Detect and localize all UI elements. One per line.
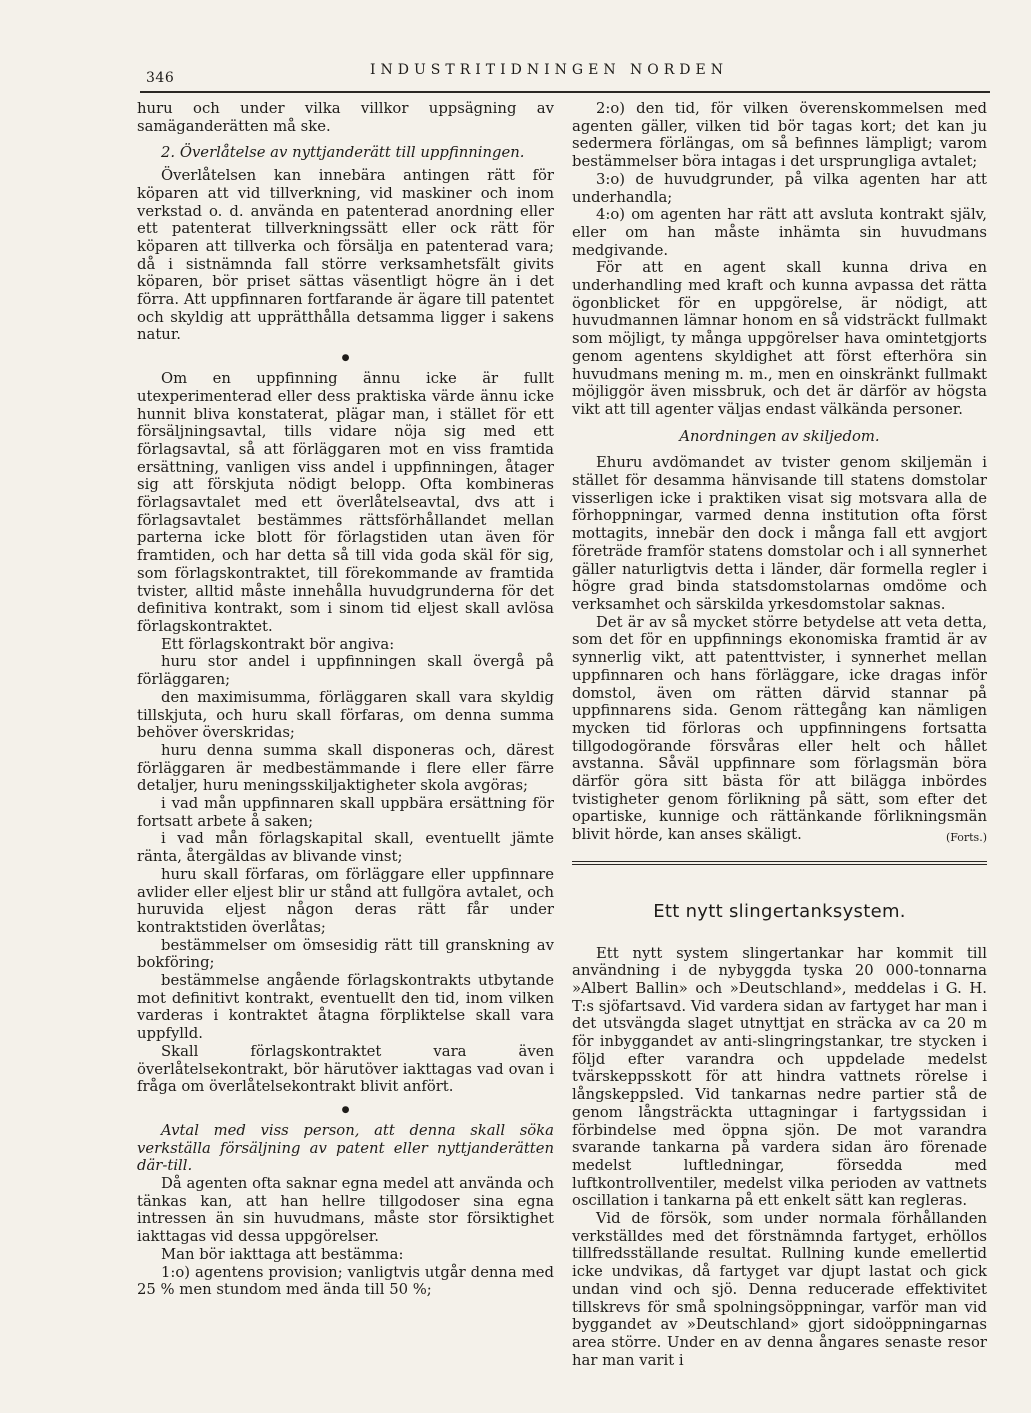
article-divider bbox=[572, 861, 987, 865]
list-item: huru stor andel i uppfinningen skall övergå på förläggaren; bbox=[137, 653, 554, 689]
running-title: INDUSTRITIDNINGEN NORDEN bbox=[370, 62, 728, 78]
paragraph: Ett nytt system slingertankar har kommit till användning i de nybyggda tyska 20 000-tonnarna »Albert Ballin» och »Deutschland», meddelas i G. H. T:s sjöfartsavd. Vid vardera sidan av fartyget har man i det utsvängda slaget utnyttjat en sträcka av ca 20 m för inbyggandet av anti-slingringstankar, tre stycken i följd efter varandra och uppdelade medelst tvärskeppsskott för att hindra vattnets rörelse i långskeppsled. Vid tankarnas nedre partier stå de genom långsträckta uttagningar i fartygssidan i förbindelse med öppna sjön. De mot varandra svarande tankarna på vardera sidan äro förenade medelst luftledningar, försedda med luftkontrollventiler, medelst vilka perioden av vattnets oscillation i tankarna på ett enkelt sätt kan regleras. bbox=[572, 944, 987, 1210]
list-item: bestämmelser om ömsesidig rätt till granskning av bokföring; bbox=[137, 936, 554, 972]
section-heading: Avtal med viss person, att denna skall söka verkställa försäljning av patent eller nyttjanderätten där-till. bbox=[137, 1121, 554, 1175]
header-rule bbox=[140, 91, 990, 93]
section-heading: Anordningen av skiljedom. bbox=[679, 427, 880, 445]
paragraph: Skall förlagskontraktet vara även överlåtelsekontrakt, bör härutöver iakttagas vad ovan i fråga om överlåtelsekontrakt blivit anfört. bbox=[137, 1042, 554, 1096]
list-item: den maximisumma, förläggaren skall vara skyldig tillskjuta, och huru skall förfaras, om denna summa behöver överskridas; bbox=[137, 688, 554, 742]
paragraph bbox=[572, 614, 987, 844]
list-item: huru skall förfaras, om förläggare eller uppfinnare avlider eller eljest blir ur stånd att fullgöra avtalet, och huruvida eljest någon deras rätt får under kontraktstiden överlåtas; bbox=[137, 865, 554, 936]
paragraph: Ehuru avdömandet av tvister genom skiljemän i stället för desamma hänvisande till statens domstolar visserligen icke i praktiken visat sig motsvara alla de förhoppningar, varmed denna institution ofta först mottagits, innebär den dock i många fall ett avgjort företräde framför statens domstolar och i all synnerhet gäller naturligtvis detta i länder, där formella regler i högre grad binda statsdomstolarnas omdöme och verksamhet och särskilda yrkesdomstolar saknas. bbox=[572, 454, 987, 613]
list-item: 2:o) den tid, för vilken överenskommelsen med agenten gäller, vilken tid bör tagas kort; det kan ju sedermera förlängas, om så befinnes lämpligt; varom bestämmelser böra intagas i det ursprungliga avtalet; bbox=[572, 100, 987, 171]
paragraph: Överlåtelsen kan innebära antingen rätt för köparen att vid tillverkning, vid maskiner och inom verkstad o. d. använda en patenterad anordning eller ett patenterat tillverkningssätt eller ock rätt för köparen att tillverka och försälja en patenterad vara; då i sistnämnda fall större verksamhetsfält givits köparen, bör priset sättas väsentligt högre än i det förra. Att uppfinnaren fortfarande är ägare till patentet och skyldig att upprätthålla detsamma ligger i sakens natur. bbox=[137, 167, 554, 344]
continued-note: (Forts.) bbox=[945, 831, 987, 845]
paragraph-text: Det är av så mycket större betydelse att veta detta, som det för en uppfinnings ekonomiska framtid är av synnerlig vikt, att patenttvister, i synnerhet mellan uppfinnaren och hans förläggare, icke dragas inför domstol, även om rätten därvid stannar på uppfinnarens sida. Genom rättegång kan nämligen mycken tid förloras och uppfinningens fortsatta tillgodogörande försvåras eller helt och hållet avstanna. Såväl uppfinnare som förlagsmän böra därför göra sitt bästa för att bilägga inbördes tvistigheter genom förlikning på sätt, som efter det opartiske, kunnige och rättänkande förlikningsmän blivit hörde, kan anses skäligt. bbox=[572, 613, 987, 844]
list-item: 3:o) de huvudgrunder, på vilka agenten har att underhandla; bbox=[572, 170, 987, 206]
paragraph: För att en agent skall kunna driva en underhandling med kraft och kunna avpassa det rätta ögonblicket för en uppgörelse, är nödigt, att huvudmannen lämnar honom en så vidsträckt fullmakt som möjligt, ty många uppgörelser hava omintetgjorts genom agentens skyldighet att först efterhöra sin huvudmans mening m. m., men en oinskränkt fullmakt möjliggör även missbruk, och det är därför av högsta vikt att till agenter väljas endast välkända personer. bbox=[572, 259, 987, 418]
paragraph: Vid de försök, som under normala förhållanden verkställdes med det förstnämnda fartyget, erhöllos tillfredsställande resultat. Rullning kunde emellertid icke undvikas, då fartyget var djupt lastat och gick undan vind och sjö. Denna reducerade effektivitet tillskrevs för små spolningsöppningar, varför man vid byggandet av »Deutschland» gjort sidoöppningarnas area större. Under en av denna ångares senaste resor har man varit i bbox=[572, 1210, 987, 1369]
section-bullet: ● bbox=[341, 353, 350, 364]
paragraph: Om en uppfinning ännu icke är fullt utexperimenterad eller dess praktiska värde ännu icke hunnit bliva konstaterat, plägar man, i stället för ett försäljningsavtal, tills vidare nöja sig med ett förlagsavtal, så att förläggaren mot en viss framtida ersättning, vanligen viss andel i uppfinningen, åtager sig att förskjuta nödigt belopp. Ofta kombineras förlagsavtalet med ett överlåtelseavtal, dvs att i förlagsavtalet bestämmes rättsförhållandet mellan parterna icke blott för förlagstiden utan även för framtiden, och har detta så till vida goda skäl för sig, som förlagskontraktet, till förekommande av framtida tvister, alltid måste innehålla huvudgrunderna för det definitiva kontrakt, som i sinom tid eljest skall avlösa förlagskontraktet. bbox=[137, 370, 554, 635]
paragraph: Ett förlagskontrakt bör angiva: bbox=[161, 635, 395, 653]
list-item: bestämmelse angående förlagskontrakts utbytande mot definitivt kontrakt, eventuellt den tid, inom vilken varderas i kontraktet åtagna förpliktelse skall vara uppfylld. bbox=[137, 972, 554, 1043]
list-item: huru denna summa skall disponeras och, därest förläggaren är medbestämmande i flere eller färre detaljer, huru meningsskiljaktigheter skola avgöras; bbox=[137, 741, 554, 795]
paragraph: huru och under vilka villkor uppsägning av samäganderätten må ske. bbox=[137, 100, 554, 135]
list-item: i vad mån uppfinnaren skall uppbära ersättning för fortsatt arbete å saken; bbox=[137, 795, 554, 830]
section-bullet: ● bbox=[341, 1104, 350, 1115]
list-item: 1:o) agentens provision; vanligtvis utgår denna med 25 % men stundom med ända till 50 %; bbox=[137, 1263, 554, 1299]
paragraph: Man bör iakttaga att bestämma: bbox=[161, 1245, 404, 1263]
left-column bbox=[137, 100, 554, 1299]
page-number: 346 bbox=[146, 70, 175, 86]
list-item: 4:o) om agenten har rätt att avsluta kontrakt själv, eller om han måste inhämta sin huvudmans medgivande. bbox=[572, 206, 987, 259]
list-item: i vad mån förlagskapital skall, eventuellt jämte ränta, återgäldas av blivande vinst; bbox=[137, 830, 554, 866]
section-heading: 2. Överlåtelse av nyttjanderätt till uppfinningen. bbox=[161, 144, 525, 162]
right-column bbox=[572, 100, 987, 1369]
article-title: Ett nytt slingertanksystem. bbox=[653, 900, 906, 922]
paragraph: Då agenten ofta saknar egna medel att använda och tänkas kan, att han hellre tillgodoser sina egna intressen än sin huvudmans, måste stor försiktighet iakttagas vid dessa uppgörelser. bbox=[137, 1175, 554, 1246]
